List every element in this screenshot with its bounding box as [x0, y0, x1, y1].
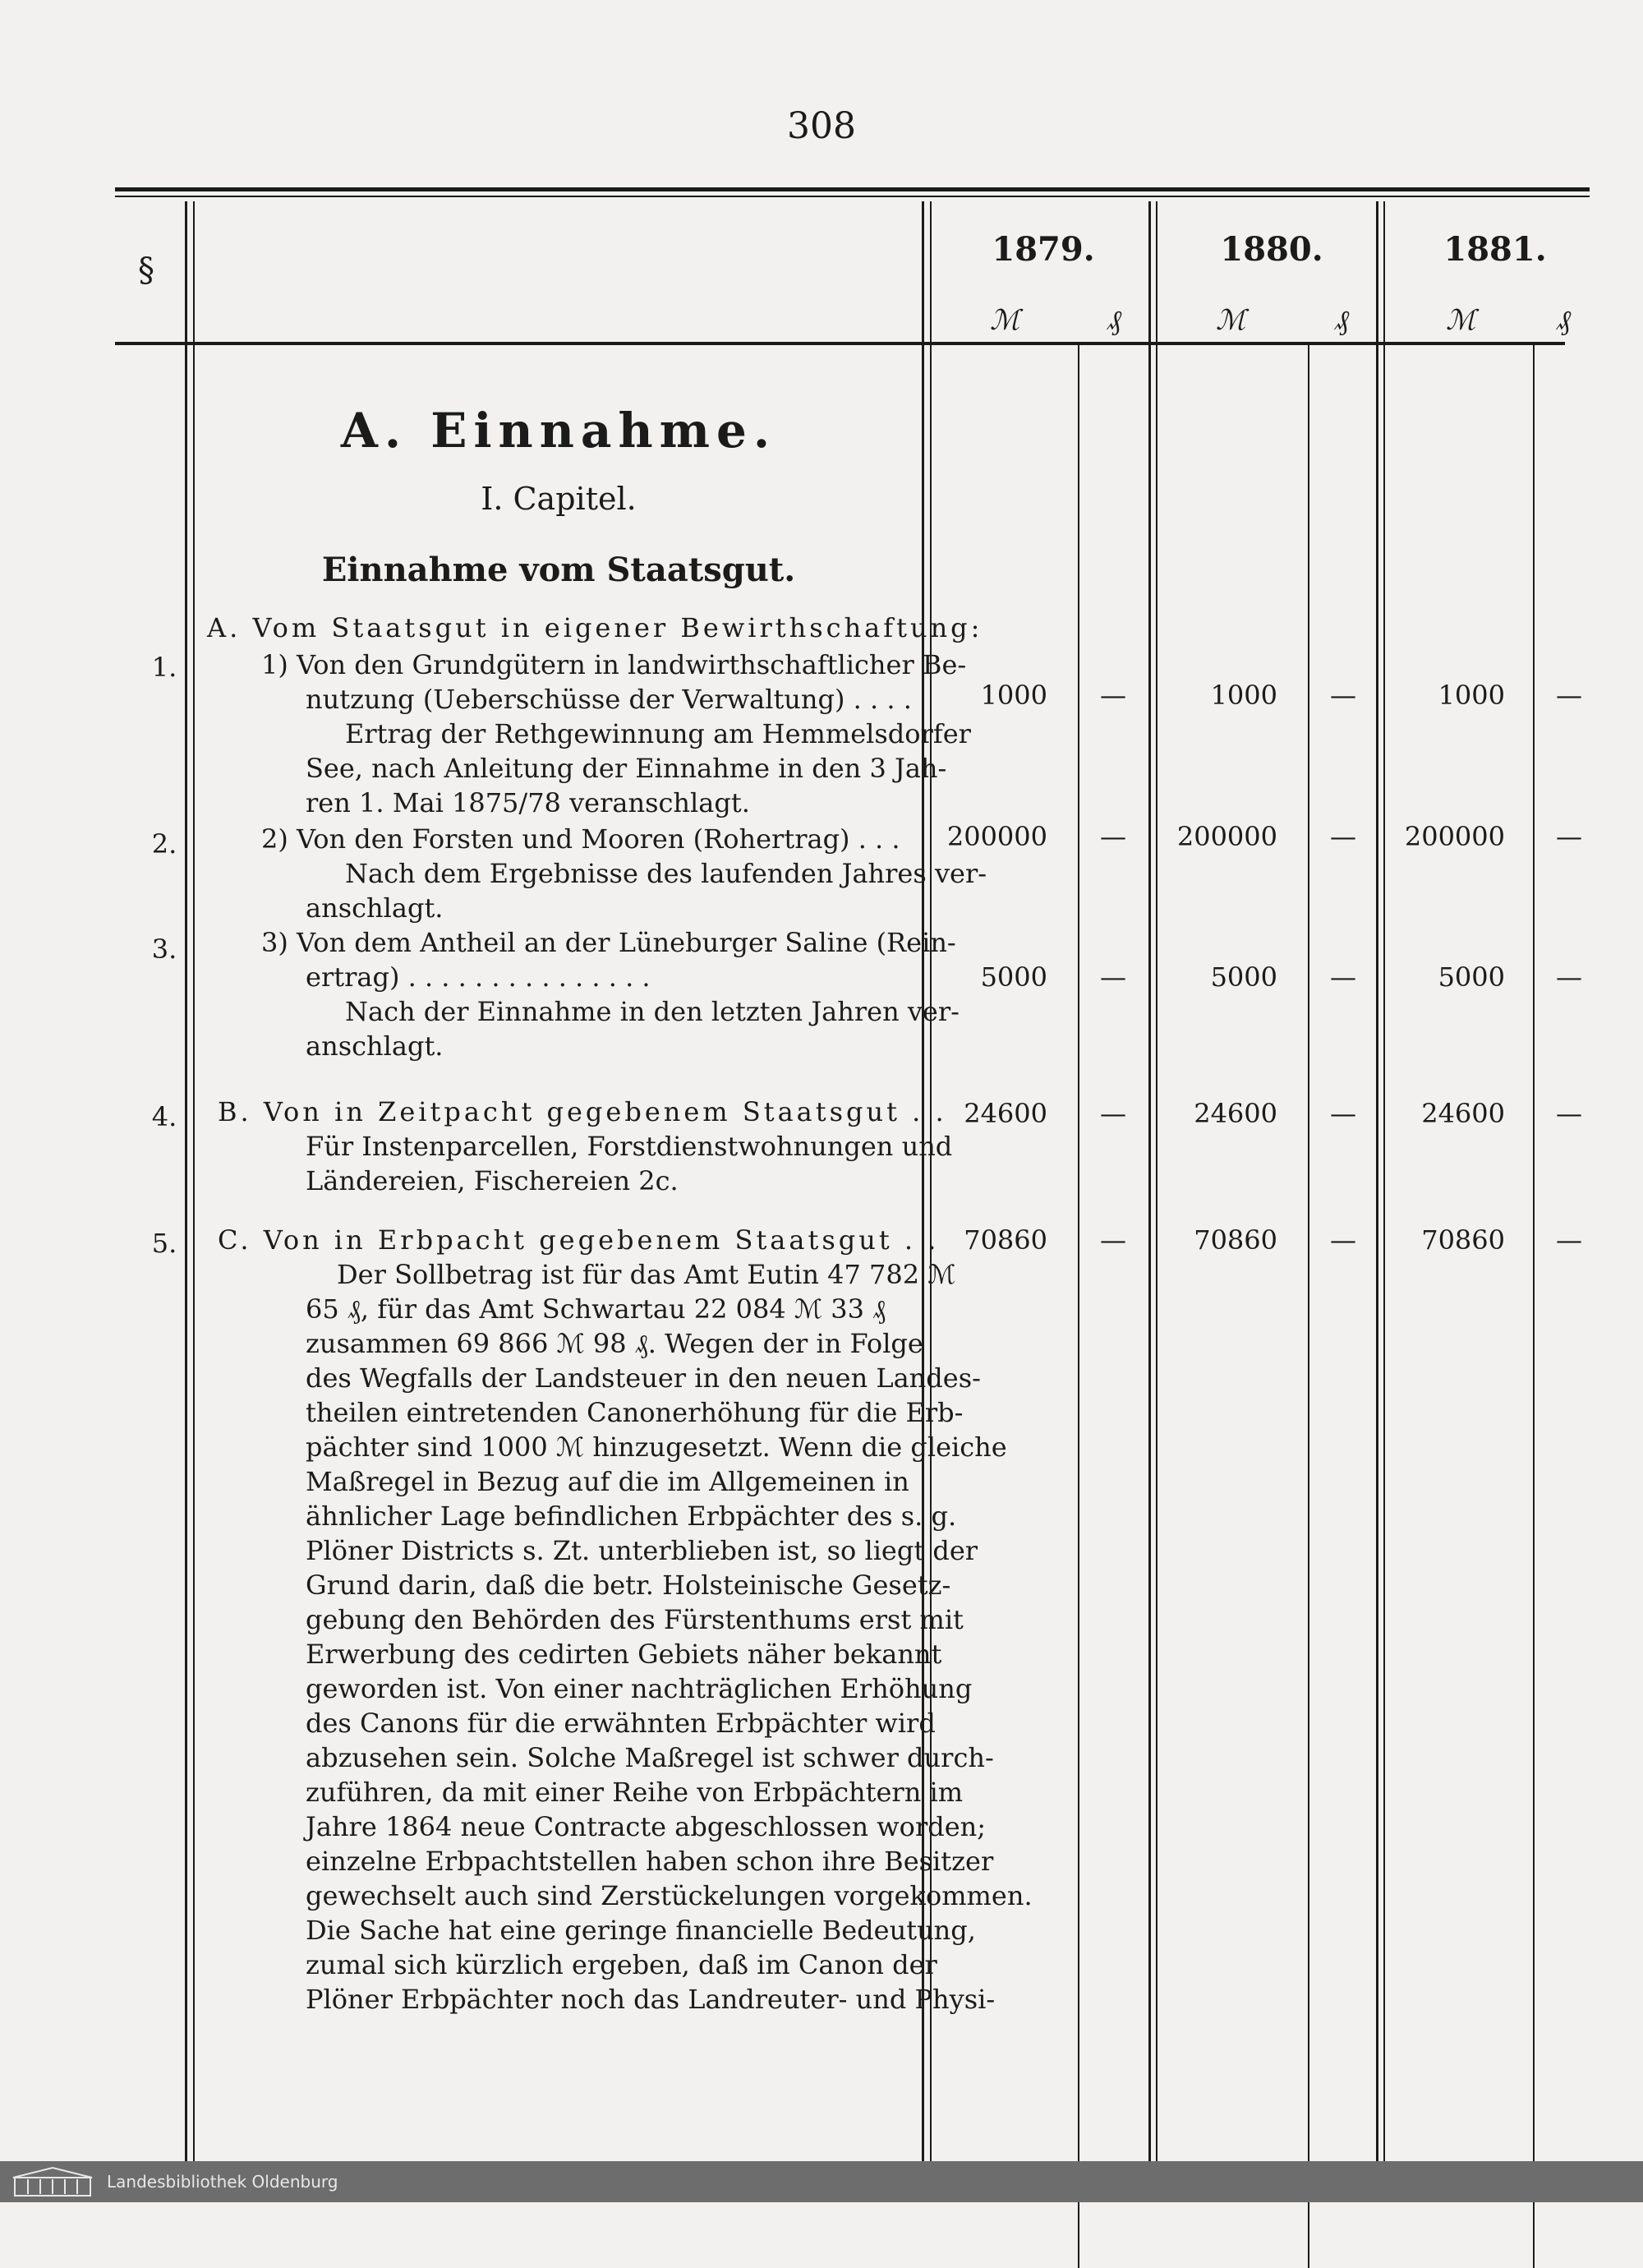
section-symbol: §: [138, 251, 154, 289]
section-heading: A. Einnahme.: [340, 403, 777, 459]
pfennig-unit-1881: ₰: [1557, 304, 1571, 337]
value-1879: 24600: [964, 1098, 1047, 1129]
col-line-1879-2: [1156, 201, 1157, 2186]
row-text-line: gebung den Behörden des Fürstenthums erst mit: [306, 1604, 964, 1635]
value-1879: 70860: [964, 1224, 1047, 1256]
row-text-line: ähnlicher Lage befindlichen Erbpächter des s. g.: [306, 1500, 957, 1532]
row-number: 1.: [151, 652, 177, 683]
row-text-line: gewechselt auch sind Zerstückelungen vorgekommen.: [306, 1880, 1033, 1911]
dash-1881: —: [1556, 961, 1582, 993]
row-text-line: See, nach Anleitung der Einnahme in den 3 Jah-: [306, 753, 947, 784]
chapter-title: Einnahme vom Staatsgut.: [321, 551, 796, 589]
row-number: 2.: [151, 828, 177, 860]
dash-1881: —: [1556, 821, 1582, 852]
row-text-line: 3) Von dem Antheil an der Lüneburger Saline (Rein-: [261, 927, 956, 958]
page-number: 308: [787, 105, 856, 147]
row-text-line: Maßregel in Bezug auf die im Allgemeinen in: [306, 1466, 909, 1497]
row-text-line: ren 1. Mai 1875/78 veranschlagt.: [306, 787, 750, 818]
row-text-line: Die Sache hat eine geringe financielle Bedeutung,: [306, 1915, 976, 1946]
dash-1880: —: [1330, 1098, 1356, 1129]
col-line-1880: [1376, 201, 1378, 2186]
value-1881: 24600: [1421, 1098, 1505, 1129]
dash-1881: —: [1556, 1224, 1582, 1256]
mark-unit-1879: ℳ: [990, 304, 1020, 337]
row-text-line: 1) Von den Grundgütern in landwirthschaftlicher Be-: [261, 649, 967, 680]
value-1879: 5000: [980, 961, 1047, 993]
row-text-line: 65 ₰, für das Amt Schwartau 22 084 ℳ 33 ₰: [306, 1293, 886, 1325]
value-1880: 70860: [1194, 1224, 1277, 1256]
row-number: 4.: [151, 1101, 177, 1132]
row-text-line: Grund darin, daß die betr. Holsteinische Gesetz-: [306, 1570, 951, 1601]
dash-1881: —: [1556, 680, 1582, 711]
value-1879: 1000: [980, 680, 1047, 711]
row-number: 5.: [151, 1228, 177, 1259]
library-name: Landesbibliothek Oldenburg: [107, 2172, 338, 2192]
dash-1880: —: [1330, 1224, 1356, 1256]
row-text-line: ertrag) . . . . . . . . . . . . . . .: [306, 961, 651, 993]
value-1880: 200000: [1176, 821, 1277, 852]
row-text-line: theilen eintretenden Canonerhöhung für die Erb-: [306, 1397, 964, 1428]
header-rule: [115, 342, 1565, 345]
year-1879: 1879.: [992, 230, 1095, 269]
mark-unit-1881: ℳ: [1446, 304, 1476, 337]
dash-1880: —: [1330, 961, 1356, 993]
value-1879: 200000: [946, 821, 1047, 852]
row-text-line: abzusehen sein. Solche Maßregel ist schwer durch-: [306, 1742, 994, 1773]
value-1881: 200000: [1404, 821, 1505, 852]
dash-1879: —: [1100, 961, 1126, 993]
row-text-line: Jahre 1864 neue Contracte abgeschlossen worden;: [306, 1811, 987, 1842]
col-line-1879: [1148, 201, 1151, 2186]
value-1881: 70860: [1421, 1224, 1505, 1256]
year-1881: 1881.: [1443, 230, 1547, 269]
library-logo-icon: [12, 2166, 94, 2197]
row-text-line: anschlagt.: [306, 892, 444, 924]
row-text-line: zumal sich kürzlich ergeben, daß im Canon der: [306, 1949, 937, 1980]
row-text-line: 2) Von den Forsten und Mooren (Rohertrag) . . .: [261, 823, 900, 855]
row-text-line: geworden ist. Von einer nachträglichen Erhöhung: [306, 1673, 973, 1704]
value-1881: 5000: [1438, 961, 1505, 993]
row-text-line: nutzung (Ueberschüsse der Verwaltung) . . . .: [306, 684, 912, 715]
pfennig-unit-1879: ₰: [1107, 304, 1121, 337]
row-text-line: Ländereien, Fischereien 2c.: [306, 1165, 679, 1196]
col-line-1880-pf: [1308, 345, 1309, 2268]
row-text-line: Nach der Einnahme in den letzten Jahren ver-: [345, 996, 960, 1027]
value-1881: 1000: [1438, 680, 1505, 711]
dash-1879: —: [1100, 680, 1126, 711]
row-text-line: zusammen 69 866 ℳ 98 ₰. Wegen der in Folge: [306, 1328, 923, 1359]
col-line-section: [185, 201, 187, 2186]
dash-1881: —: [1556, 1098, 1582, 1129]
row-text-line: Ertrag der Rethgewinnung am Hemmelsdorfer: [345, 718, 971, 749]
row-text-line: zuführen, da mit einer Reihe von Erbpächtern im: [306, 1777, 964, 1808]
mark-unit-1880: ℳ: [1216, 304, 1246, 337]
row-text-line: Der Sollbetrag ist für das Amt Eutin 47 782 ℳ: [337, 1259, 956, 1290]
row-text-line: anschlagt.: [306, 1030, 444, 1062]
row-text-line: Nach dem Ergebnisse des laufenden Jahres ver-: [345, 858, 987, 889]
top-rule-thin: [115, 196, 1590, 197]
dash-1879: —: [1100, 821, 1126, 852]
top-rule: [115, 187, 1590, 191]
value-1880: 5000: [1210, 961, 1277, 993]
row-text-line: Für Instenparcellen, Forstdienstwohnungen und: [306, 1131, 953, 1162]
value-1880: 24600: [1194, 1098, 1277, 1129]
chapter-heading: I. Capitel.: [481, 481, 637, 517]
col-line-section-2: [193, 201, 195, 2186]
pfennig-unit-1880: ₰: [1335, 304, 1349, 337]
col-line-1880-2: [1383, 201, 1385, 2186]
row-text-line: des Canons für die erwähnten Erbpächter wird: [306, 1708, 936, 1739]
row-text-line: C. Von in Erbpacht gegebenem Staatsgut . .: [218, 1224, 940, 1256]
row-a-heading: A. Vom Staatsgut in eigener Bewirthschaftung:: [207, 612, 983, 643]
row-number: 3.: [151, 933, 177, 965]
col-line-1881-pf: [1533, 345, 1535, 2268]
value-1880: 1000: [1210, 680, 1277, 711]
row-text-line: Plöner Districts s. Zt. unterblieben ist, so liegt der: [306, 1535, 978, 1566]
year-1880: 1880.: [1220, 230, 1323, 269]
row-text-line: einzelne Erbpachtstellen haben schon ihre Besitzer: [306, 1846, 994, 1877]
dash-1880: —: [1330, 680, 1356, 711]
row-text-line: des Wegfalls der Landsteuer in den neuen Landes-: [306, 1362, 981, 1394]
dash-1879: —: [1100, 1098, 1126, 1129]
row-text-line: B. Von in Zeitpacht gegebenem Staatsgut . .: [218, 1096, 947, 1127]
dash-1880: —: [1330, 821, 1356, 852]
col-line-1879-pf: [1078, 345, 1079, 2268]
row-text-line: Plöner Erbpächter noch das Landreuter- und Physi-: [306, 1984, 996, 2015]
row-text-line: Erwerbung des cedirten Gebiets näher bekannt: [306, 1639, 942, 1670]
dash-1879: —: [1100, 1224, 1126, 1256]
row-text-line: pächter sind 1000 ℳ hinzugesetzt. Wenn die gleiche: [306, 1431, 1007, 1463]
